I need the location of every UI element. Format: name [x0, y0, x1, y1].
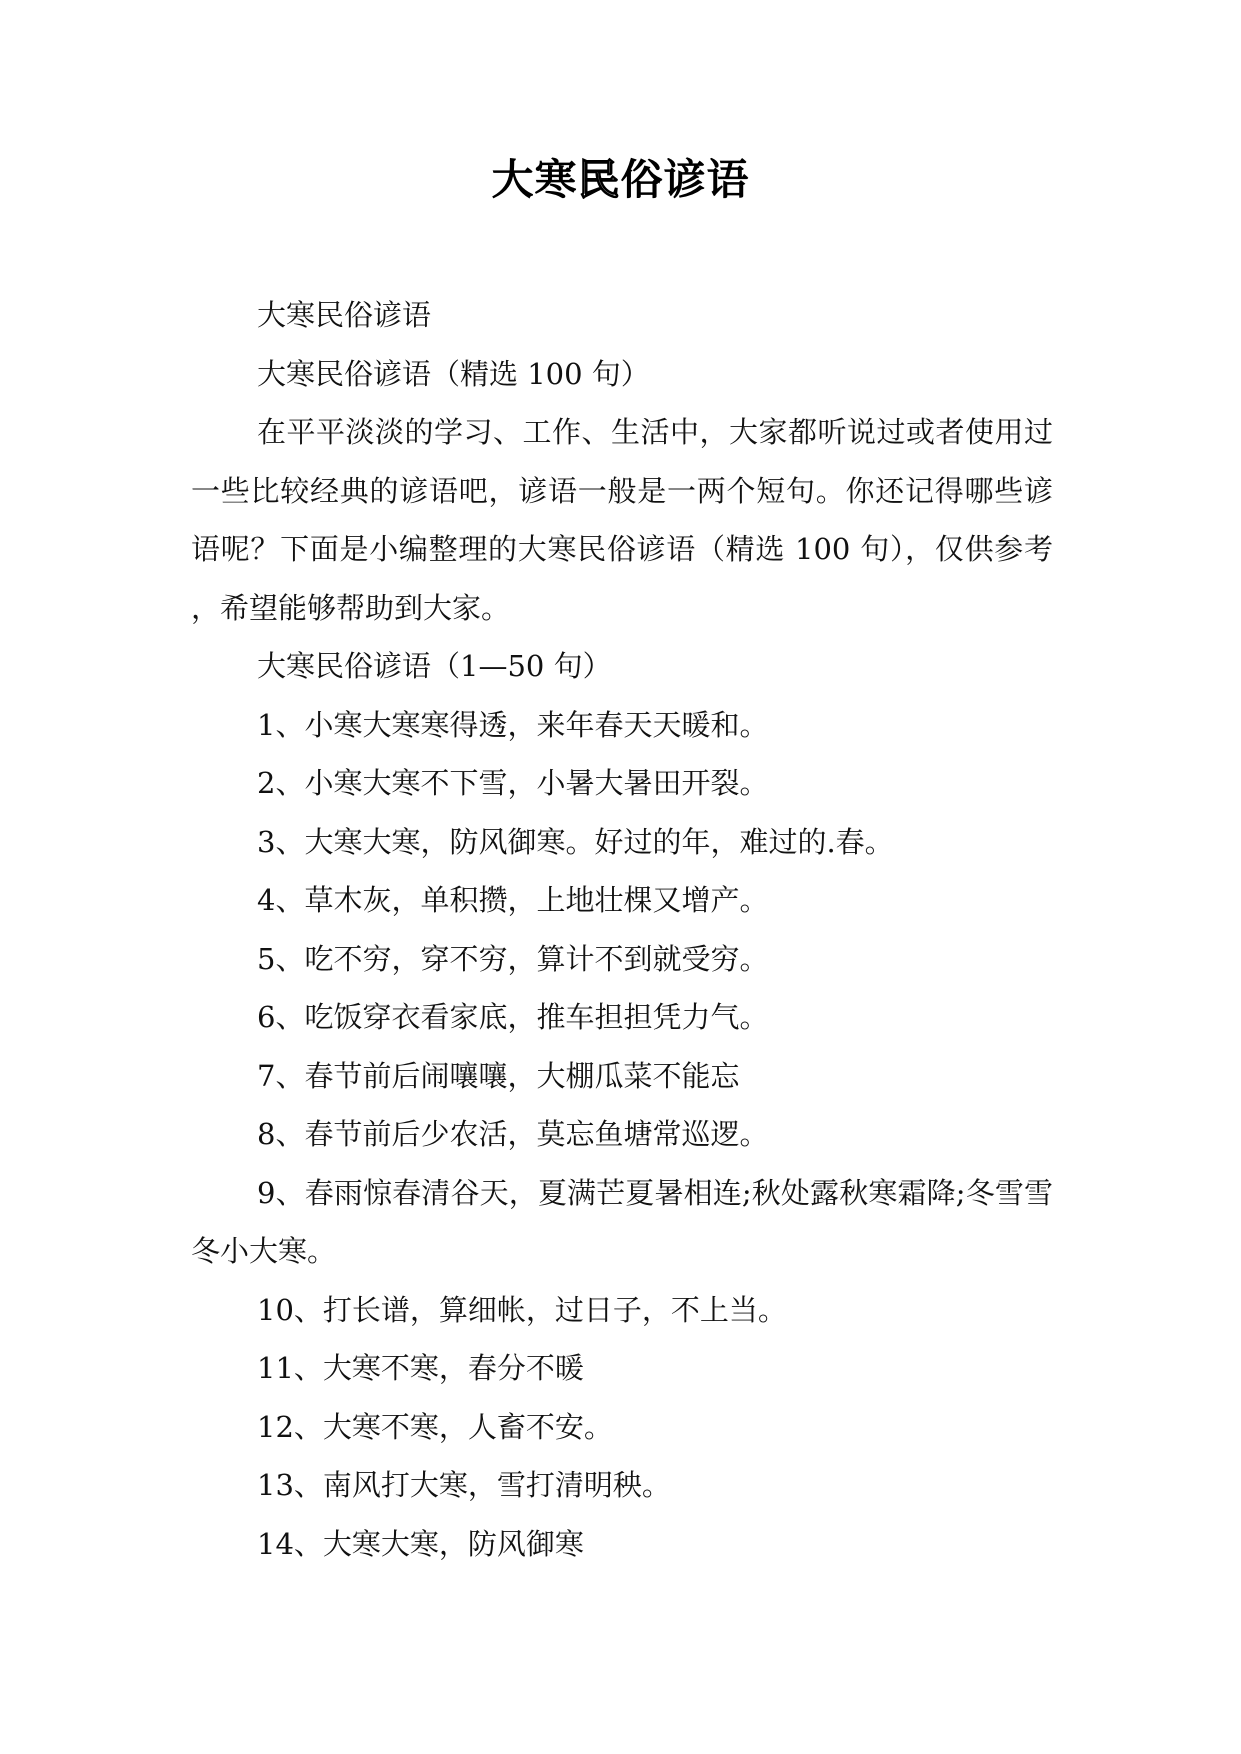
- paragraph-subtitle: 大寒民俗谚语: [257, 298, 432, 332]
- paragraph-section-heading: 大寒民俗谚语（1—50 句）: [257, 649, 612, 683]
- paragraph-intro: 在平平淡淡的学习、工作、生活中，大家都听说过或者使用过一些比较经典的谚语吧，谚语一般是一两个短句。你还记得哪些谚语呢？下面是小编整理的大寒民俗谚语（精选 100 句），仅供参考，希望能够帮助到大家。: [191, 415, 1053, 625]
- proverb-item: 10、打长谱，算细帐，过日子，不上当。: [257, 1292, 787, 1327]
- proverb-item: 1、小寒大寒寒得透，来年春天天暖和。: [257, 707, 769, 742]
- title-text-part2: 民: [577, 155, 621, 204]
- proverb-item: 13、南风打大寒，雪打清明秧。: [257, 1468, 671, 1502]
- title-text-part3: 俗谚语: [620, 155, 750, 204]
- proverb-item: 8、春节前后少农活，莫忘鱼塘常巡逻。: [257, 1117, 769, 1151]
- proverb-item: 4、草木灰，单积攒，上地壮棵又增产。: [257, 883, 769, 917]
- proverb-item: 3、大寒大寒，防风御寒。好过的年，难过的.春。: [257, 824, 894, 859]
- proverb-item: 2、小寒大寒不下雪，小暑大暑田开裂。: [257, 766, 769, 800]
- proverb-item: 11、大寒不寒，春分不暖: [257, 1351, 584, 1385]
- paragraph-heading: 大寒民俗谚语（精选 100 句）: [257, 356, 650, 391]
- proverb-item: 14、大寒大寒，防风御寒: [257, 1526, 584, 1561]
- proverb-item: 5、吃不穷，穿不穷，算计不到就受穷。: [257, 941, 769, 976]
- title-text-part1: 大寒: [491, 155, 578, 204]
- proverb-item: 7、春节前后闹嚷嚷，大棚瓜菜不能忘: [257, 1058, 740, 1093]
- document-title: [0, 150, 1241, 210]
- proverb-item: 12、大寒不寒，人畜不安。: [257, 1409, 613, 1444]
- document-body: [191, 286, 1053, 1573]
- proverb-item: 6、吃饭穿衣看家底，推车担担凭力气。: [257, 1000, 769, 1034]
- proverb-item: 9、春雨惊春清谷天，夏满芒夏暑相连;秋处露秋寒霜降;冬雪雪冬小大寒。: [191, 1175, 1053, 1268]
